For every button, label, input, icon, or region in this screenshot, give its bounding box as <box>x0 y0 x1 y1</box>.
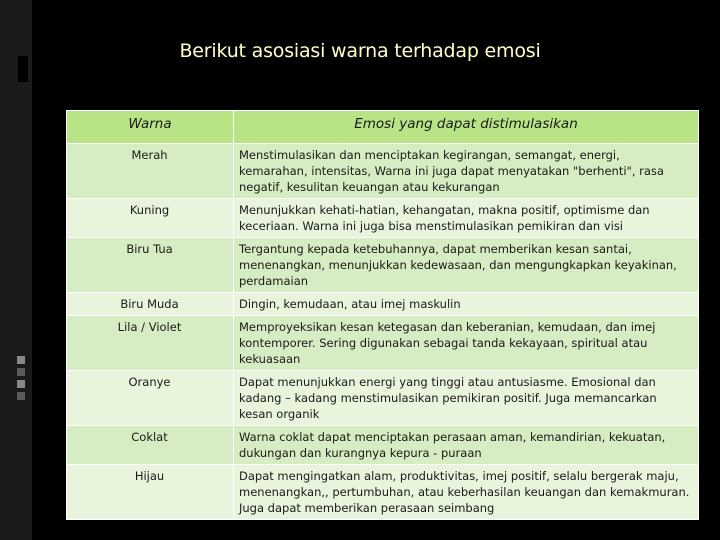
table-row <box>67 293 699 316</box>
header-color: Warna <box>67 111 234 144</box>
table-row <box>67 426 699 465</box>
emotion-cell: Dapat menunjukkan energi yang tinggi atau antusiasme. Emosional dan kadang – kadang menstimulasikan pemikiran positif. Juga memancarkan kesan organik <box>234 371 699 426</box>
color-cell: Kuning <box>67 199 234 238</box>
color-cell: Biru Tua <box>67 238 234 293</box>
emotion-cell: Tergantung kepada ketebuhannya, dapat memberikan kesan santai, menenangkan, menunjukkan kedewasaan, dan mengungkapkan keyakinan, perdamaian <box>234 238 699 293</box>
table-row <box>67 371 699 426</box>
table-header-row <box>67 111 699 144</box>
emotion-cell: Menunjukkan kehati-hatian, kehangatan, makna positif, optimisme dan keceriaan. Warna ini juga bisa menstimulasikan pemikiran dan visi <box>234 199 699 238</box>
color-cell: Coklat <box>67 426 234 465</box>
decorative-square <box>17 368 25 376</box>
color-cell: Lila / Violet <box>67 316 234 371</box>
color-cell: Oranye <box>67 371 234 426</box>
left-decorative-strip <box>0 0 32 540</box>
decorative-square <box>17 356 25 364</box>
header-emotion: Emosi yang dapat distimulasikan <box>234 111 699 144</box>
table-row <box>67 316 699 371</box>
table-row <box>67 465 699 520</box>
emotion-cell: Memproyeksikan kesan ketegasan dan keberanian, kemudaan, dan imej kontemporer. Sering digunakan sebagai tanda kekayaan, spiritual atau kekuasaan <box>234 316 699 371</box>
decorative-square <box>17 392 25 400</box>
table-row <box>67 199 699 238</box>
emotion-cell: Menstimulasikan dan menciptakan kegirangan, semangat, energi, kemarahan, intensitas, Warna ini juga dapat menyatakan "berhenti", rasa negatif, kesulitan keuangan atau kekurangan <box>234 144 699 199</box>
emotion-cell: Warna coklat dapat menciptakan perasaan aman, kemandirian, kekuatan, dukungan dan kurangnya kepura - puraan <box>234 426 699 465</box>
color-cell: Biru Muda <box>67 293 234 316</box>
emotion-cell: Dapat mengingatkan alam, produktivitas, imej positif, selalu bergerak maju, menenangkan,, pertumbuhan, atau keberhasilan keuangan dan kemakmuran. Juga dapat memberikan perasaan seimbang <box>234 465 699 520</box>
color-cell: Hijau <box>67 465 234 520</box>
decorative-square <box>17 380 25 388</box>
table-row <box>67 238 699 293</box>
color-cell: Merah <box>67 144 234 199</box>
table-row <box>67 144 699 199</box>
slide-title: Berikut asosiasi warna terhadap emosi <box>179 40 541 62</box>
emotion-cell: Dingin, kemudaan, atau imej maskulin <box>234 293 699 316</box>
color-emotion-table <box>66 110 699 520</box>
